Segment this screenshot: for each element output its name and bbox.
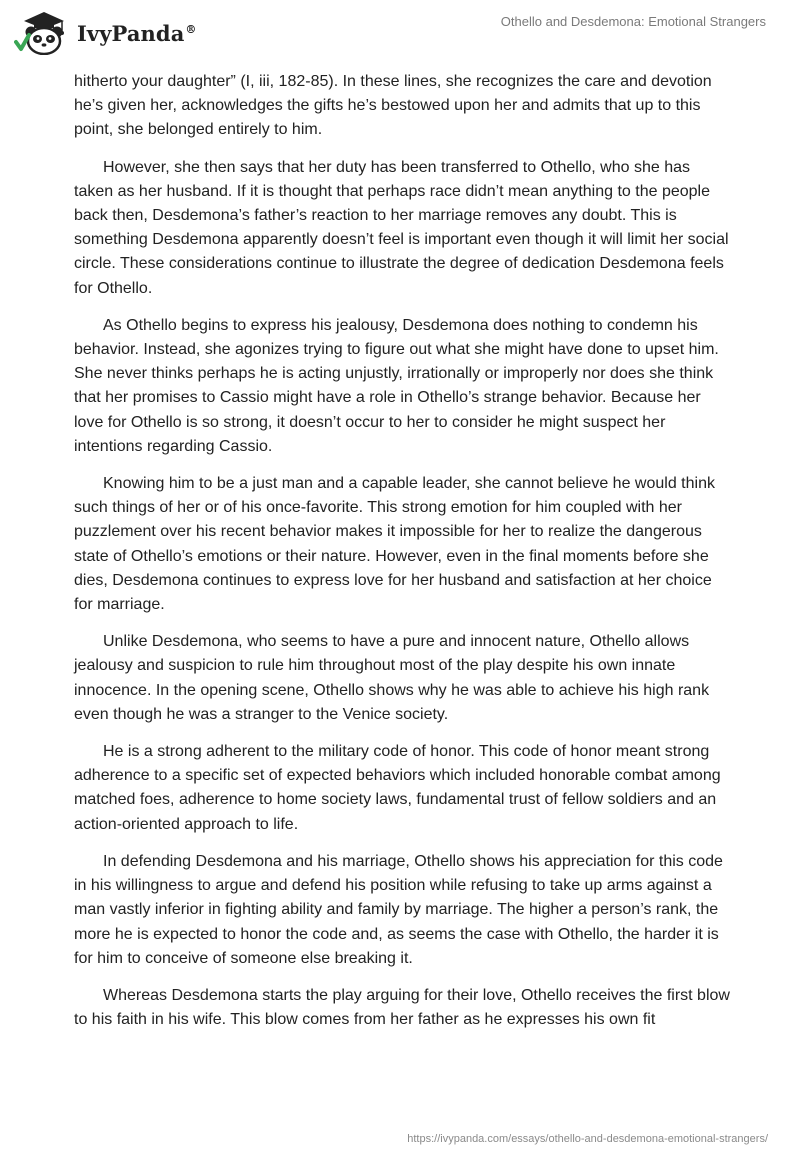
paragraph: Whereas Desdemona starts the play arguing for their love, Othello receives the first blow to his faith in his wife. This blow comes from her father as he expresses his own fit: [74, 986, 730, 1029]
paragraph: Unlike Desdemona, who seems to have a pure and innocent nature, Othello allows jealousy and suspicion to rule him throughout most of the play despite his own innate innocence. In the opening scene, Othello shows why he was able to achieve his high rank even though he was a stranger to the Venice society.: [74, 633, 710, 723]
ivypanda-logo[interactable]: [14, 9, 197, 55]
paragraph: He is a strong adherent to the military code of honor. This code of honor meant strong adherence to a specific set of expected behaviors which included honorable combat among matched foes, adherence to home society laws, fundamental trust of fellow soldiers and an action-oriented approach to life.: [74, 743, 721, 833]
essay-body: [74, 70, 730, 1045]
panda-graduate-icon: [14, 9, 72, 55]
paragraph-continued: hitherto your daughter” (I, iii, 182-85). In these lines, she recognizes the care and devotion he’s given her, acknowledges the gifts he’s bestowed upon her and admits that up to this point, she belonged entirely to him.: [74, 73, 712, 139]
source-url-link[interactable]: https://ivypanda.com/essays/othello-and-desdemona-emotional-strangers/: [407, 1133, 768, 1145]
paragraph: In defending Desdemona and his marriage, Othello shows his appreciation for this code in his willingness to argue and defend his position while refusing to take up arms against a man vastly inferior in fighting ability and family by marriage. The higher a person’s rank, the more he is expected to honor the code and, as seems the case with Othello, the harder it is for him to conceive of someone else breaking it.: [74, 852, 723, 967]
paragraph: Knowing him to be a just man and a capable leader, she cannot believe he would think such things of her or of his once-favorite. This strong emotion for him coupled with her puzzlement over his recent behavior makes it impossible for her to realize the dangerous state of Othello’s emotions or their nature. However, even in the final moments before she dies, Desdemona continues to express love for her husband and satisfaction at her choice for marriage.: [74, 475, 715, 614]
document-title: Othello and Desdemona: Emotional Strangers: [500, 14, 766, 29]
page-header: [0, 0, 800, 62]
paragraph: However, she then says that her duty has been transferred to Othello, who she has taken as her husband. If it is thought that perhaps race didn’t mean anything to the people back then, Desdemona’s father’s reaction to her marriage removes any doubt. This is something Desdemona apparently doesn’t feel is important even though it will limit her social circle. These considerations continue to illustrate the degree of dedication Desdemona feels for Othello.: [74, 158, 729, 297]
paragraph: As Othello begins to express his jealousy, Desdemona does nothing to condemn his behavior. Instead, she agonizes trying to figure out what she might have done to upset him. She never thinks perhaps he is acting unjustly, irrationally or improperly nor does she think that her promises to Cassio might have a role in Othello’s strange behavior. Because her love for Othello is so strong, it doesn’t occur to her to consider he might suspect her intentions regarding Cassio.: [74, 316, 719, 455]
logo-wordmark: IvyPanda®: [77, 20, 197, 46]
